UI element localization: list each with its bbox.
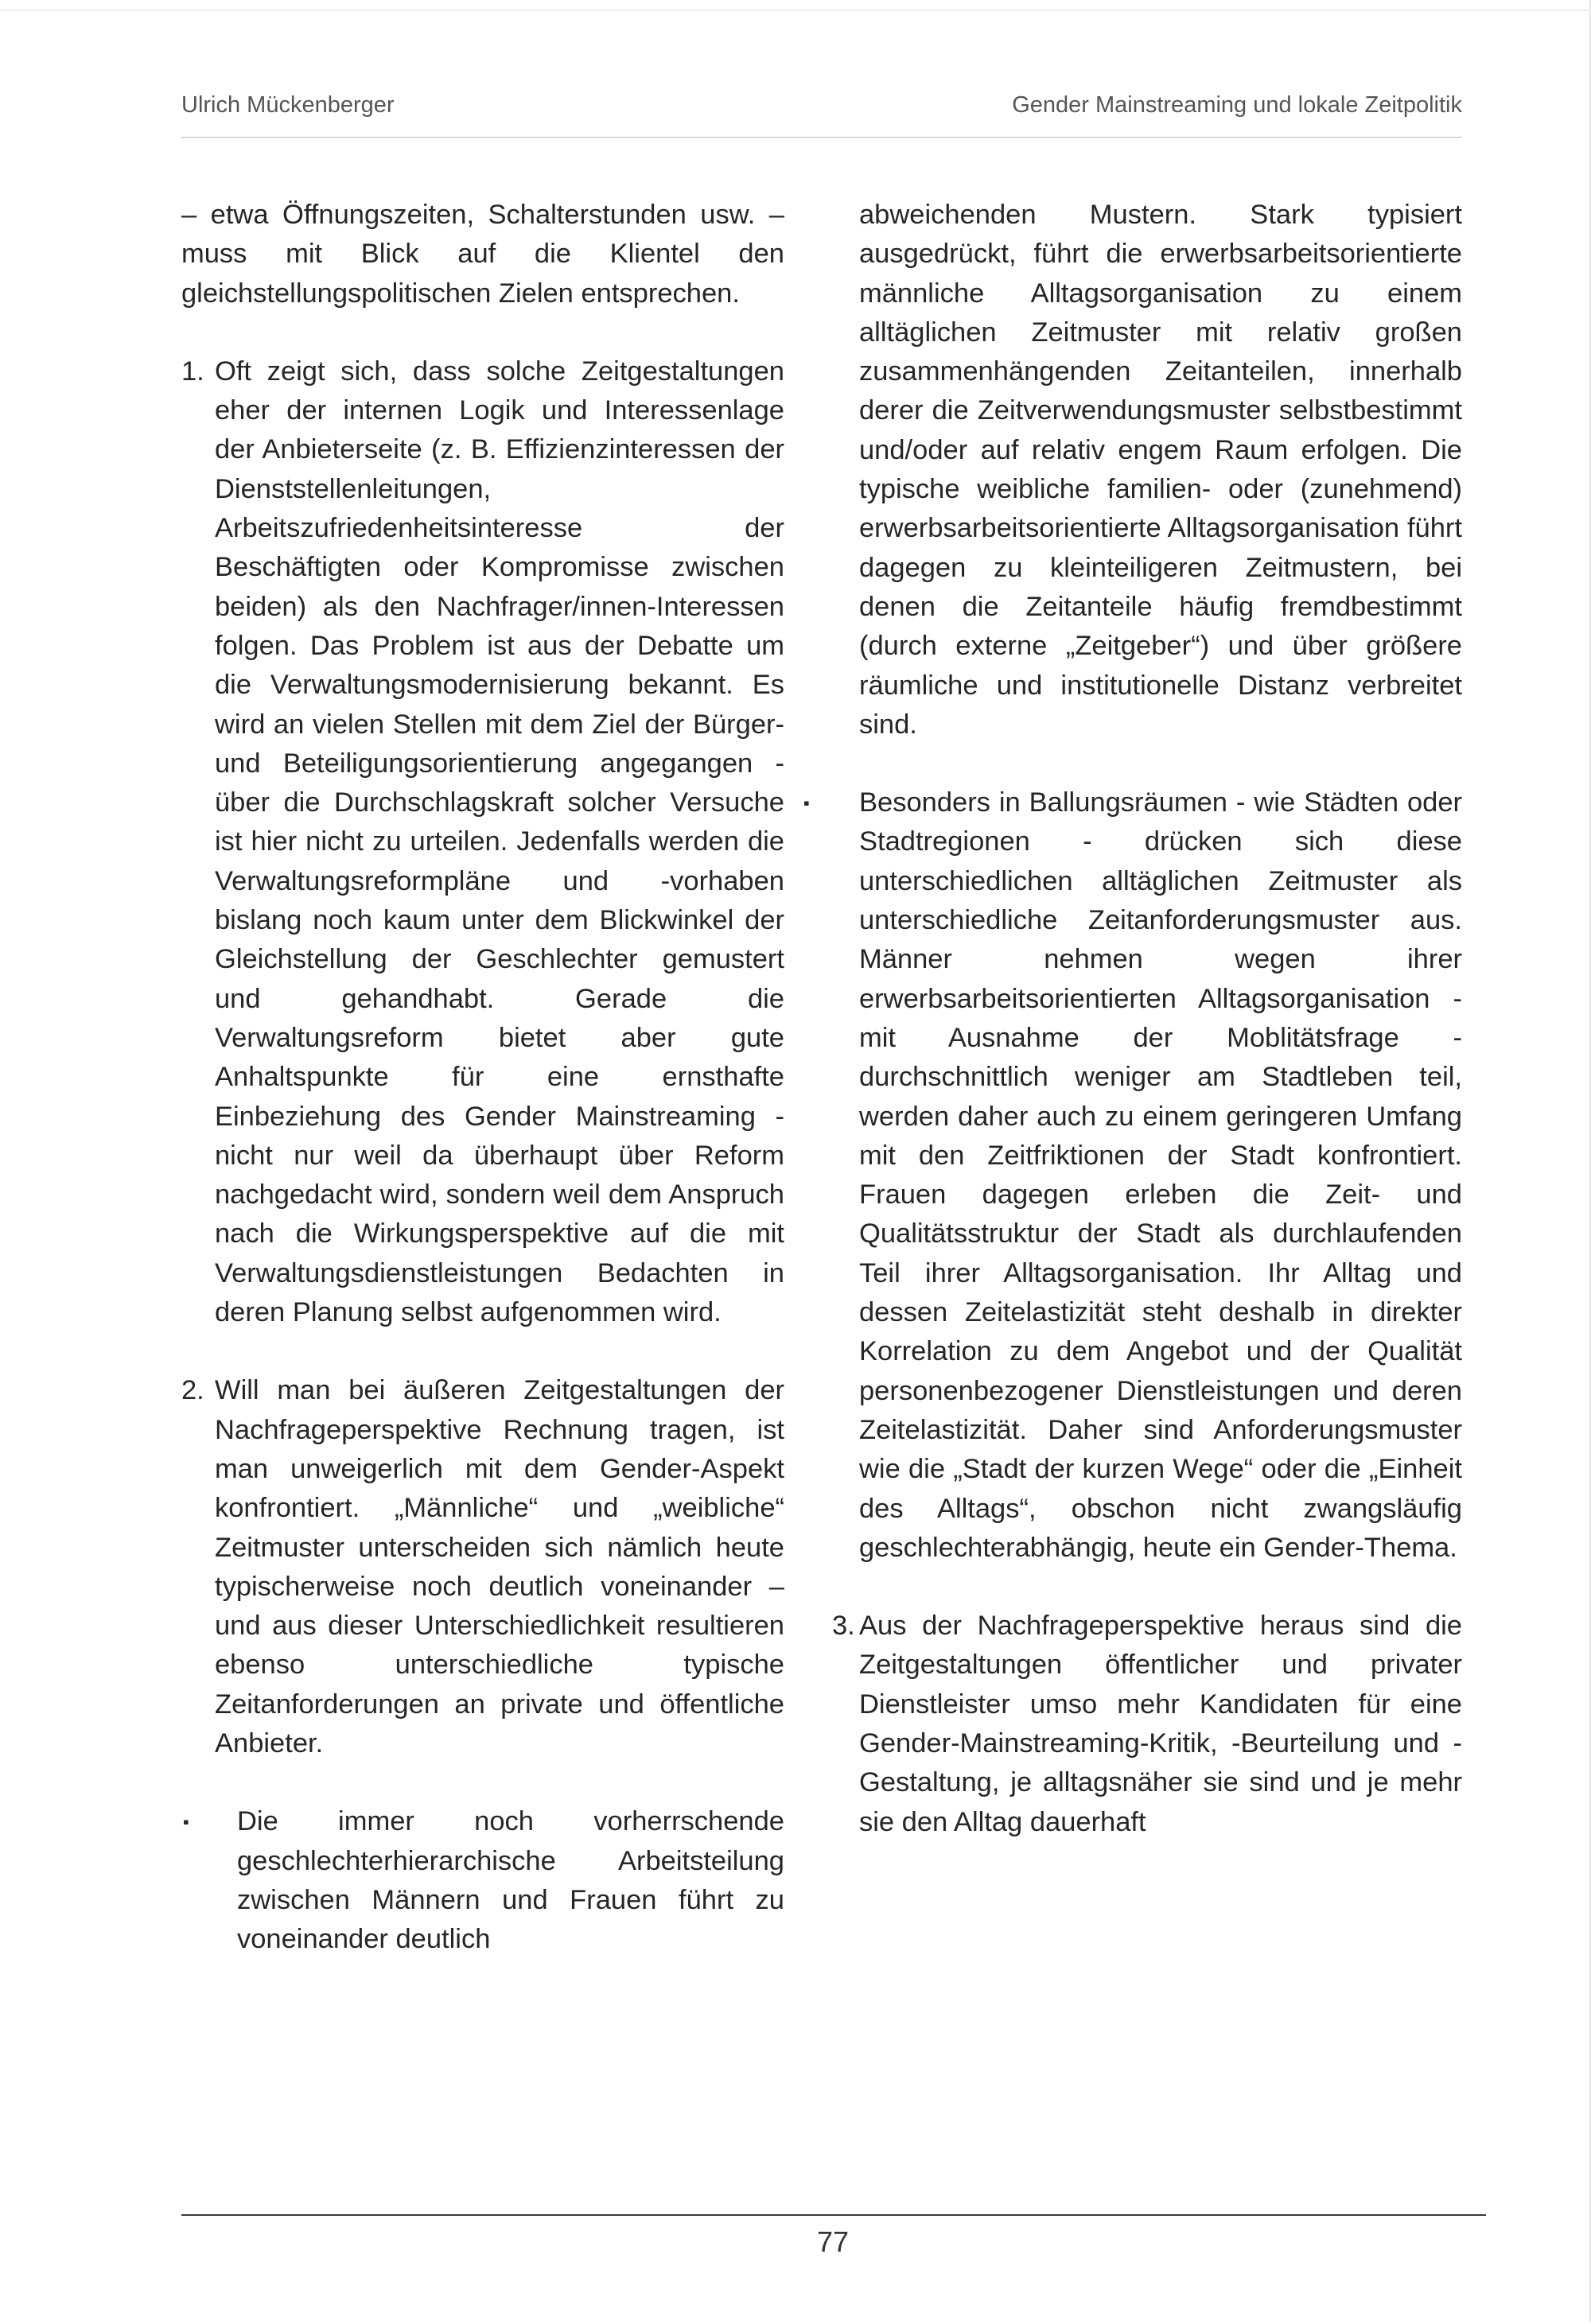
bullet-item-text: Die immer noch vorherrschende geschlechterhierarchische Arbeitsteilung zwischen Männern und Frauen führt zu voneinander deutlich [237,1806,784,1955]
intro-paragraph: – etwa Öffnungszeiten, Schalterstunden usw. – muss mit Blick auf die Klientel den gleichstellungspolitischen Zielen entsprechen. [181,200,784,309]
numbered-item-text: Will man bei äußeren Zeitgestaltungen der Nachfrageperspektive Rechnung tragen, ist man unweigerlich mit dem Gender-Aspekt konfrontiert. „Männliche“ und „weibliche“ Zeitmuster unterscheiden sich nämlich heute typischerweise noch deutlich voneinander – und aus dieser Unterschiedlichkeit resultieren ebenso unterschiedliche typische Zeitanforderungen an private und öffentliche Anbieter. [215,1375,784,1759]
numbered-item-3 [832,1607,1462,1842]
list-number: 3. [832,1611,855,1642]
right-column [803,196,1462,1842]
numbered-item-1 [181,352,784,1332]
list-number: 2. [181,1375,204,1406]
continuation-paragraph: abweichenden Mustern. Stark typisiert ausgedrückt, führt die erwerbsarbeitsorientierte männliche Alltagsorganisation zu einem alltäglichen Zeitmuster mit relativ großen zusammenhängenden Zeitanteilen, innerhalb derer die Zeitverwendungsmuster selbstbestimmt und/oder auf relativ engem Raum erfolgen. Die typische weibliche familien- oder (zunehmend) erwerbsarbeitsorientierte Alltagsorganisation führt dagegen zu kleinteiligeren Zeitmustern, bei denen die Zeitanteile häufig fremdbestimmt (durch externe „Zeitgeber“) und über größere räumliche und institutionelle Distanz verbreitet sind. [859,200,1462,740]
left-column [181,196,784,1959]
bullet-item-text: Besonders in Ballungsräumen - wie Städten oder Stadtregionen - drücken sich diese unterschiedlichen alltäglichen Zeitmuster als unterschiedliche Zeitanforderungsmuster aus. Männer nehmen wegen ihrer erwerbsarbeitsorientierten Alltagsorganisation - mit Ausnahme der Moblitätsfrage - durchschnittlich weniger am Stadtleben teil, werden daher auch zu einem geringeren Umfang mit den Zeitfriktionen der Stadt konfrontiert. Frauen dagegen erleben die Zeit- und Qualitätsstruktur der Stadt als durchlaufenden Teil ihrer Alltagsorganisation. Ihr Alltag und dessen Zeitelastizität steht deshalb in direkter Korrelation zu dem Angebot und der Qualität personenbezogener Dienstleistungen und deren Zeitelastizität. Daher sind Anforderungsmuster wie die „Stadt der kurzen Wege“ oder die „Einheit des Alltags“, obschon nicht zwangsläufig geschlechterabhängig, heute ein Gender-Thema. [859,787,1462,1563]
running-header-author: Ulrich Mückenberger [181,92,395,118]
bullet-square-icon: ▪ [803,793,810,814]
numbered-item-2 [181,1371,784,1763]
running-header-title: Gender Mainstreaming und lokale Zeitpolitik [1012,92,1462,118]
bullet-item-2 [803,783,1462,1568]
bullet-square-icon: ▪ [183,1812,189,1832]
footer-rule [181,2214,1486,2216]
page-number: 77 [816,2225,850,2258]
bullet-item-1 [181,1802,784,1959]
top-edge-rule [0,10,1591,11]
running-header [181,92,1462,138]
list-number: 1. [181,356,204,387]
numbered-item-text: Oft zeigt sich, dass solche Zeitgestaltungen eher der internen Logik und Interessenlage der Anbieterseite (z. B. Effizienzinteressen der Dienststellenleitungen, Arbeitszufriedenheitsinteresse der Beschäftigten oder Kompromisse zwischen beiden) als den Nachfrager/innen-Interessen folgen. Das Problem ist aus der Debatte um die Verwaltungsmodernisierung bekannt. Es wird an vielen Stellen mit dem Ziel der Bürger- und Beteiligungsorientierung angegangen - über die Durchschlagskraft solcher Versuche ist hier nicht zu urteilen. Jedenfalls werden die Verwaltungsreformpläne und -vorhaben bislang noch kaum unter dem Blickwinkel der Gleichstellung der Geschlechter gemustert und gehandhabt. Gerade die Verwaltungsreform bietet aber gute Anhaltspunkte für eine ernsthafte Einbeziehung des Gender Mainstreaming - nicht nur weil da überhaupt über Reform nachgedacht wird, sondern weil dem Anspruch nach die Wirkungsperspektive auf die mit Verwaltungsdienstleistungen Bedachten in deren Planung selbst aufgenommen wird. [215,356,784,1328]
numbered-item-text: Aus der Nachfrageperspektive heraus sind die Zeitgestaltungen öffentlicher und privater Dienstleister umso mehr Kandidaten für eine Gender-Mainstreaming-Kritik, -Beurteilung und -Gestaltung, je alltagsnäher sie sind und je mehr sie den Alltag dauerhaft [859,1611,1462,1837]
